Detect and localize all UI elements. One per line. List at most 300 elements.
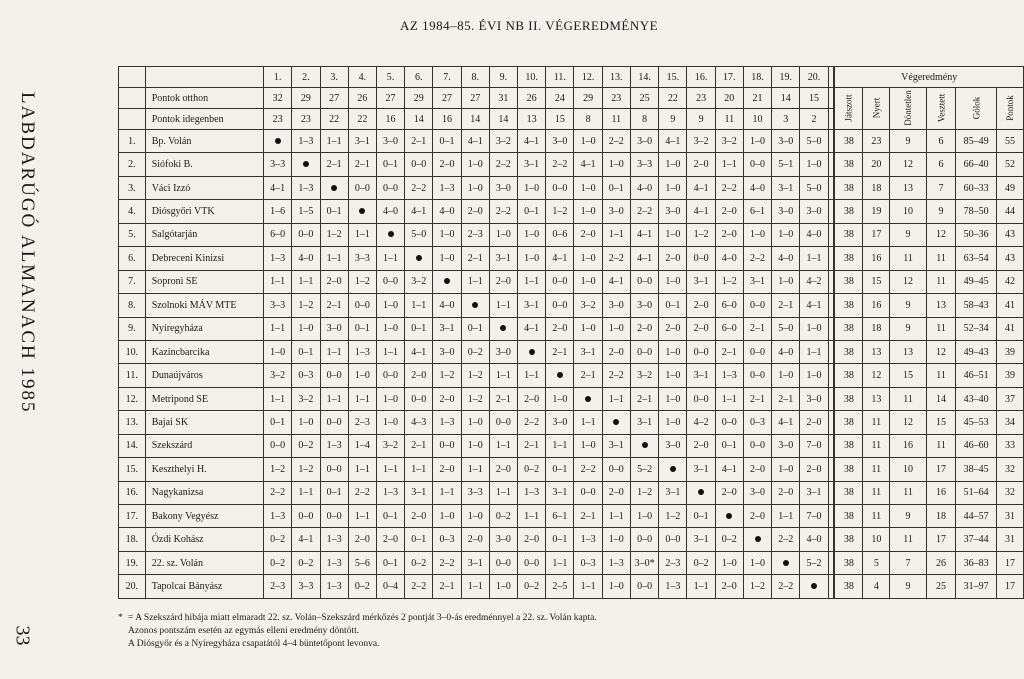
match-score: 6–0 [264, 223, 292, 246]
match-score: 1–1 [292, 270, 320, 293]
match-score: 6–1 [546, 505, 574, 528]
match-score: 1–0 [743, 130, 771, 153]
result-value: 66–40 [956, 153, 997, 176]
match-score: 1–2 [292, 294, 320, 317]
blank [119, 88, 146, 109]
match-score: 1–1 [320, 247, 348, 270]
column-number: 1. [264, 67, 292, 88]
result-value: 12 [926, 223, 956, 246]
away-points: 23 [292, 109, 320, 130]
match-score: 3–1 [630, 411, 658, 434]
team-rank: 4. [119, 200, 146, 223]
dot-icon [416, 255, 422, 261]
match-score: 1–3 [602, 551, 630, 574]
match-score: 2–0 [489, 270, 517, 293]
side-title: LABDARÚGÓ ALMANACH 1985 [17, 92, 38, 414]
home-points: 27 [320, 88, 348, 109]
match-score: 0–0 [687, 247, 715, 270]
match-score: 1–1 [518, 505, 546, 528]
result-header [996, 88, 1023, 130]
match-score: 1–0 [772, 364, 800, 387]
team-rank: 2. [119, 153, 146, 176]
match-score: 1–0 [461, 176, 489, 199]
match-score: 4–1 [405, 340, 433, 363]
home-points: 26 [348, 88, 376, 109]
match-score: 0–2 [687, 551, 715, 574]
home-points: 27 [433, 88, 461, 109]
match-score: 2–1 [546, 340, 574, 363]
self-match-dot [659, 458, 687, 481]
match-score: 1–0 [659, 387, 687, 410]
match-score: 1–1 [405, 294, 433, 317]
match-score: 0–0 [292, 505, 320, 528]
dot-icon [811, 583, 817, 589]
match-score: 0–0 [715, 411, 743, 434]
match-score: 2–0 [800, 411, 828, 434]
match-score: 0–1 [687, 505, 715, 528]
match-score: 1–1 [461, 270, 489, 293]
self-match-dot [489, 317, 517, 340]
table-row [119, 270, 1024, 293]
away-points: 22 [320, 109, 348, 130]
match-score: 1–1 [489, 434, 517, 457]
match-score: 4–1 [546, 247, 574, 270]
result-value: 19 [863, 200, 890, 223]
result-value: 13 [890, 176, 927, 199]
result-value: 44 [996, 200, 1023, 223]
result-value: 15 [890, 364, 927, 387]
match-score: 3–1 [518, 294, 546, 317]
team-rank: 7. [119, 270, 146, 293]
match-score: 4–0 [292, 247, 320, 270]
team-name: 22. sz. Volán [145, 551, 263, 574]
match-score: 0–0 [659, 528, 687, 551]
match-score: 1–1 [715, 387, 743, 410]
team-rank: 16. [119, 481, 146, 504]
result-value: 60–33 [956, 176, 997, 199]
match-score: 2–2 [602, 247, 630, 270]
match-score: 1–0 [376, 411, 404, 434]
dot-icon [275, 138, 281, 144]
table-row [119, 153, 1024, 176]
result-value: 52–34 [956, 317, 997, 340]
result-header [863, 88, 890, 130]
match-score: 3–0 [376, 130, 404, 153]
match-score: 1–0 [743, 551, 771, 574]
table-row [119, 458, 1024, 481]
result-value: 11 [890, 247, 927, 270]
match-score: 1–0 [461, 505, 489, 528]
match-score: 2–0 [715, 575, 743, 598]
match-score: 3–1 [659, 481, 687, 504]
match-score: 1–0 [659, 153, 687, 176]
match-score: 2–0 [715, 223, 743, 246]
match-score: 0–0 [546, 294, 574, 317]
match-score: 1–0 [292, 411, 320, 434]
column-number: 11. [546, 67, 574, 88]
home-points: 29 [405, 88, 433, 109]
result-header-label: Gólok [971, 96, 982, 120]
match-score: 0–1 [546, 528, 574, 551]
dot-icon [726, 513, 732, 519]
result-value: 49–45 [956, 270, 997, 293]
match-score: 0–2 [518, 458, 546, 481]
result-value: 17 [926, 458, 956, 481]
match-score: 1–0 [574, 317, 602, 340]
result-value: 38 [834, 528, 863, 551]
result-value: 33 [996, 434, 1023, 457]
result-value: 7 [926, 176, 956, 199]
match-score: 2–0 [743, 505, 771, 528]
match-score: 2–3 [461, 223, 489, 246]
result-value: 17 [996, 575, 1023, 598]
result-value: 31 [996, 528, 1023, 551]
team-rank: 13. [119, 411, 146, 434]
result-value: 11 [890, 481, 927, 504]
team-name: Siófoki B. [145, 153, 263, 176]
match-score: 0–1 [376, 551, 404, 574]
match-score: 0–0 [630, 528, 658, 551]
match-score: 2–1 [405, 130, 433, 153]
result-value: 9 [926, 200, 956, 223]
result-value: 11 [926, 434, 956, 457]
self-match-dot [800, 575, 828, 598]
result-value: 12 [926, 340, 956, 363]
home-points: 14 [772, 88, 800, 109]
match-score: 2–2 [602, 364, 630, 387]
match-score: 0–0 [630, 340, 658, 363]
match-score: 2–5 [546, 575, 574, 598]
column-number: 19. [772, 67, 800, 88]
table-row [119, 294, 1024, 317]
match-score: 0–0 [405, 387, 433, 410]
match-score: 1–0 [433, 505, 461, 528]
match-score: 1–1 [433, 481, 461, 504]
match-score: 2–1 [320, 153, 348, 176]
match-score: 0–1 [264, 411, 292, 434]
column-number: 7. [433, 67, 461, 88]
match-score: 3–1 [772, 176, 800, 199]
match-score: 1–0 [715, 551, 743, 574]
away-points: 8 [630, 109, 658, 130]
match-score: 0–0 [630, 270, 658, 293]
match-score: 2–0 [489, 458, 517, 481]
team-rank: 1. [119, 130, 146, 153]
table-row [119, 130, 1024, 153]
match-score: 2–1 [433, 575, 461, 598]
match-score: 2–0 [772, 481, 800, 504]
match-score: 4–1 [292, 528, 320, 551]
match-score: 1–1 [602, 223, 630, 246]
match-score: 4–2 [800, 270, 828, 293]
match-score: 1–2 [461, 387, 489, 410]
match-score: 4–0 [715, 247, 743, 270]
home-points: 24 [546, 88, 574, 109]
match-score: 4–1 [715, 458, 743, 481]
dot-icon [472, 302, 478, 308]
result-value: 38 [834, 364, 863, 387]
table-row [119, 434, 1024, 457]
match-score: 1–0 [433, 223, 461, 246]
result-value: 10 [863, 528, 890, 551]
dot-icon [642, 442, 648, 448]
result-value: 11 [863, 434, 890, 457]
result-value: 38 [834, 247, 863, 270]
match-score: 1–0 [800, 153, 828, 176]
self-match-dot [743, 528, 771, 551]
result-header-label: Vesztett [936, 93, 947, 123]
gap [828, 109, 834, 130]
match-score: 1–1 [489, 481, 517, 504]
self-match-dot [433, 270, 461, 293]
match-score: 2–0 [687, 294, 715, 317]
match-score: 3–1 [489, 247, 517, 270]
result-header-label: Játszott [843, 94, 854, 122]
match-score: 0–3 [433, 528, 461, 551]
result-value: 9 [890, 223, 927, 246]
away-points: 9 [687, 109, 715, 130]
result-value: 12 [890, 153, 927, 176]
match-score: 1–2 [461, 364, 489, 387]
match-score: 0–0 [743, 294, 771, 317]
match-score: 2–2 [348, 481, 376, 504]
dot-icon [755, 536, 761, 542]
team-name: Diósgyőri VTK [145, 200, 263, 223]
match-score: 0–1 [405, 317, 433, 340]
team-name: Bajai SK [145, 411, 263, 434]
column-number: 3. [320, 67, 348, 88]
result-value: 9 [890, 505, 927, 528]
match-score: 1–3 [659, 575, 687, 598]
match-score: 3–1 [433, 317, 461, 340]
match-score: 1–1 [489, 364, 517, 387]
result-value: 25 [926, 575, 956, 598]
match-score: 1–0 [574, 200, 602, 223]
team-name: Bakony Vegyész [145, 505, 263, 528]
match-score: 1–0 [461, 434, 489, 457]
match-score: 0–0 [264, 434, 292, 457]
result-value: 12 [890, 270, 927, 293]
table-row [119, 223, 1024, 246]
team-name: Debreceni Kinizsi [145, 247, 263, 270]
match-score: 1–1 [574, 411, 602, 434]
match-score: 2–0 [800, 458, 828, 481]
away-points: 8 [574, 109, 602, 130]
result-value: 49 [996, 176, 1023, 199]
match-score: 4–1 [518, 130, 546, 153]
dot-icon [388, 231, 394, 237]
match-score: 3–0 [630, 294, 658, 317]
result-value: 52 [996, 153, 1023, 176]
match-score: 0–1 [292, 340, 320, 363]
match-score: 3–1 [687, 364, 715, 387]
match-score: 4–0 [800, 223, 828, 246]
match-score: 3–0 [546, 130, 574, 153]
result-value: 39 [996, 364, 1023, 387]
match-score: 2–0 [630, 317, 658, 340]
table-row [119, 551, 1024, 574]
match-score: 2–1 [518, 434, 546, 457]
column-number: 20. [800, 67, 828, 88]
away-points: 14 [461, 109, 489, 130]
match-score: 2–2 [433, 551, 461, 574]
result-value: 10 [890, 200, 927, 223]
match-score: 1–3 [292, 176, 320, 199]
home-points: 27 [376, 88, 404, 109]
match-score: 2–1 [574, 505, 602, 528]
match-score: 1–3 [320, 434, 348, 457]
match-score: 2–0 [405, 364, 433, 387]
result-value: 38 [834, 153, 863, 176]
match-score: 1–0 [574, 434, 602, 457]
match-score: 3–1 [800, 481, 828, 504]
team-name: Soproni SE [145, 270, 263, 293]
match-score: 1–0 [602, 153, 630, 176]
match-score: 2–2 [489, 153, 517, 176]
match-score: 2–2 [772, 575, 800, 598]
result-value: 85–49 [956, 130, 997, 153]
match-score: 1–2 [687, 223, 715, 246]
match-score: 3–0 [659, 200, 687, 223]
match-score: 1–0 [574, 130, 602, 153]
match-score: 4–1 [461, 130, 489, 153]
column-number: 5. [376, 67, 404, 88]
result-value: 13 [926, 294, 956, 317]
match-score: 1–0 [772, 458, 800, 481]
away-points: 10 [743, 109, 771, 130]
match-score: 1–1 [715, 153, 743, 176]
result-value: 11 [926, 270, 956, 293]
match-score: 2–0 [687, 434, 715, 457]
match-score: 2–1 [743, 387, 771, 410]
dot-icon [783, 560, 789, 566]
match-score: 3–0 [489, 176, 517, 199]
self-match-dot [715, 505, 743, 528]
match-score: 1–1 [348, 505, 376, 528]
result-value: 46–51 [956, 364, 997, 387]
result-value: 12 [863, 364, 890, 387]
result-value: 18 [926, 505, 956, 528]
column-number: 14. [630, 67, 658, 88]
match-score: 1–2 [292, 458, 320, 481]
match-score: 1–1 [574, 575, 602, 598]
result-value: 38 [834, 130, 863, 153]
column-number: 12. [574, 67, 602, 88]
page-number: 33 [11, 625, 34, 646]
dot-icon [670, 466, 676, 472]
table-row [119, 575, 1024, 598]
match-score: 0–1 [376, 505, 404, 528]
match-score: 3–1 [348, 130, 376, 153]
match-score: 1–1 [264, 317, 292, 340]
match-score: 1–2 [630, 481, 658, 504]
match-score: 1–3 [292, 130, 320, 153]
result-value: 16 [926, 481, 956, 504]
match-score: 0–0 [320, 458, 348, 481]
match-score: 1–2 [743, 575, 771, 598]
match-score: 0–0 [433, 434, 461, 457]
match-score: 5–2 [630, 458, 658, 481]
match-score: 1–0 [772, 270, 800, 293]
away-points: 9 [659, 109, 687, 130]
match-score: 0–0 [320, 364, 348, 387]
result-value: 16 [890, 434, 927, 457]
match-score: 0–0 [743, 340, 771, 363]
result-value: 38 [834, 505, 863, 528]
result-value: 46–60 [956, 434, 997, 457]
footnote-star: * [118, 613, 123, 623]
result-value: 14 [926, 387, 956, 410]
match-score: 2–1 [743, 317, 771, 340]
match-score: 1–1 [264, 270, 292, 293]
match-score: 1–0 [376, 294, 404, 317]
match-score: 0–1 [348, 317, 376, 340]
match-score: 1–0 [574, 247, 602, 270]
self-match-dot [376, 223, 404, 246]
match-score: 2–0 [546, 317, 574, 340]
match-score: 2–0 [405, 505, 433, 528]
away-points: 2 [800, 109, 828, 130]
result-value: 20 [863, 153, 890, 176]
match-score: 5–6 [348, 551, 376, 574]
home-points: 31 [489, 88, 517, 109]
result-value: 43–40 [956, 387, 997, 410]
match-score: 0–2 [348, 575, 376, 598]
dot-icon [500, 325, 506, 331]
match-score: 4–1 [602, 270, 630, 293]
match-score: 2–1 [489, 387, 517, 410]
match-score: 0–3 [574, 551, 602, 574]
match-score: 4–1 [574, 153, 602, 176]
match-score: 1–6 [264, 200, 292, 223]
match-score: 3–3 [630, 153, 658, 176]
match-score: 1–1 [602, 387, 630, 410]
match-score: 3–2 [574, 294, 602, 317]
match-score: 0–0 [320, 505, 348, 528]
team-rank: 19. [119, 551, 146, 574]
match-score: 1–1 [461, 575, 489, 598]
result-value: 6 [926, 153, 956, 176]
result-title: Végeredmény [834, 67, 1023, 88]
match-score: 0–0 [743, 364, 771, 387]
home-points: 23 [687, 88, 715, 109]
match-score: 0–0 [376, 270, 404, 293]
match-score: 1–2 [348, 270, 376, 293]
match-score: 1–3 [433, 411, 461, 434]
match-score: 1–1 [405, 458, 433, 481]
match-score: 2–2 [772, 528, 800, 551]
match-score: 4–1 [405, 200, 433, 223]
match-score: 1–3 [376, 481, 404, 504]
match-score: 4–2 [687, 411, 715, 434]
self-match-dot [772, 551, 800, 574]
result-value: 11 [863, 411, 890, 434]
match-score: 3–0 [800, 387, 828, 410]
match-score: 0–0 [320, 411, 348, 434]
match-score: 3–0 [602, 200, 630, 223]
match-score: 0–0 [405, 153, 433, 176]
match-score: 1–2 [264, 458, 292, 481]
match-score: 1–0 [546, 387, 574, 410]
match-score: 2–0 [348, 528, 376, 551]
match-score: 3–0 [772, 130, 800, 153]
away-points-label: Pontok idegenben [145, 109, 263, 130]
result-value: 26 [926, 551, 956, 574]
match-score: 1–0 [659, 223, 687, 246]
home-points: 29 [292, 88, 320, 109]
match-score: 2–0 [376, 528, 404, 551]
table-row [119, 247, 1024, 270]
